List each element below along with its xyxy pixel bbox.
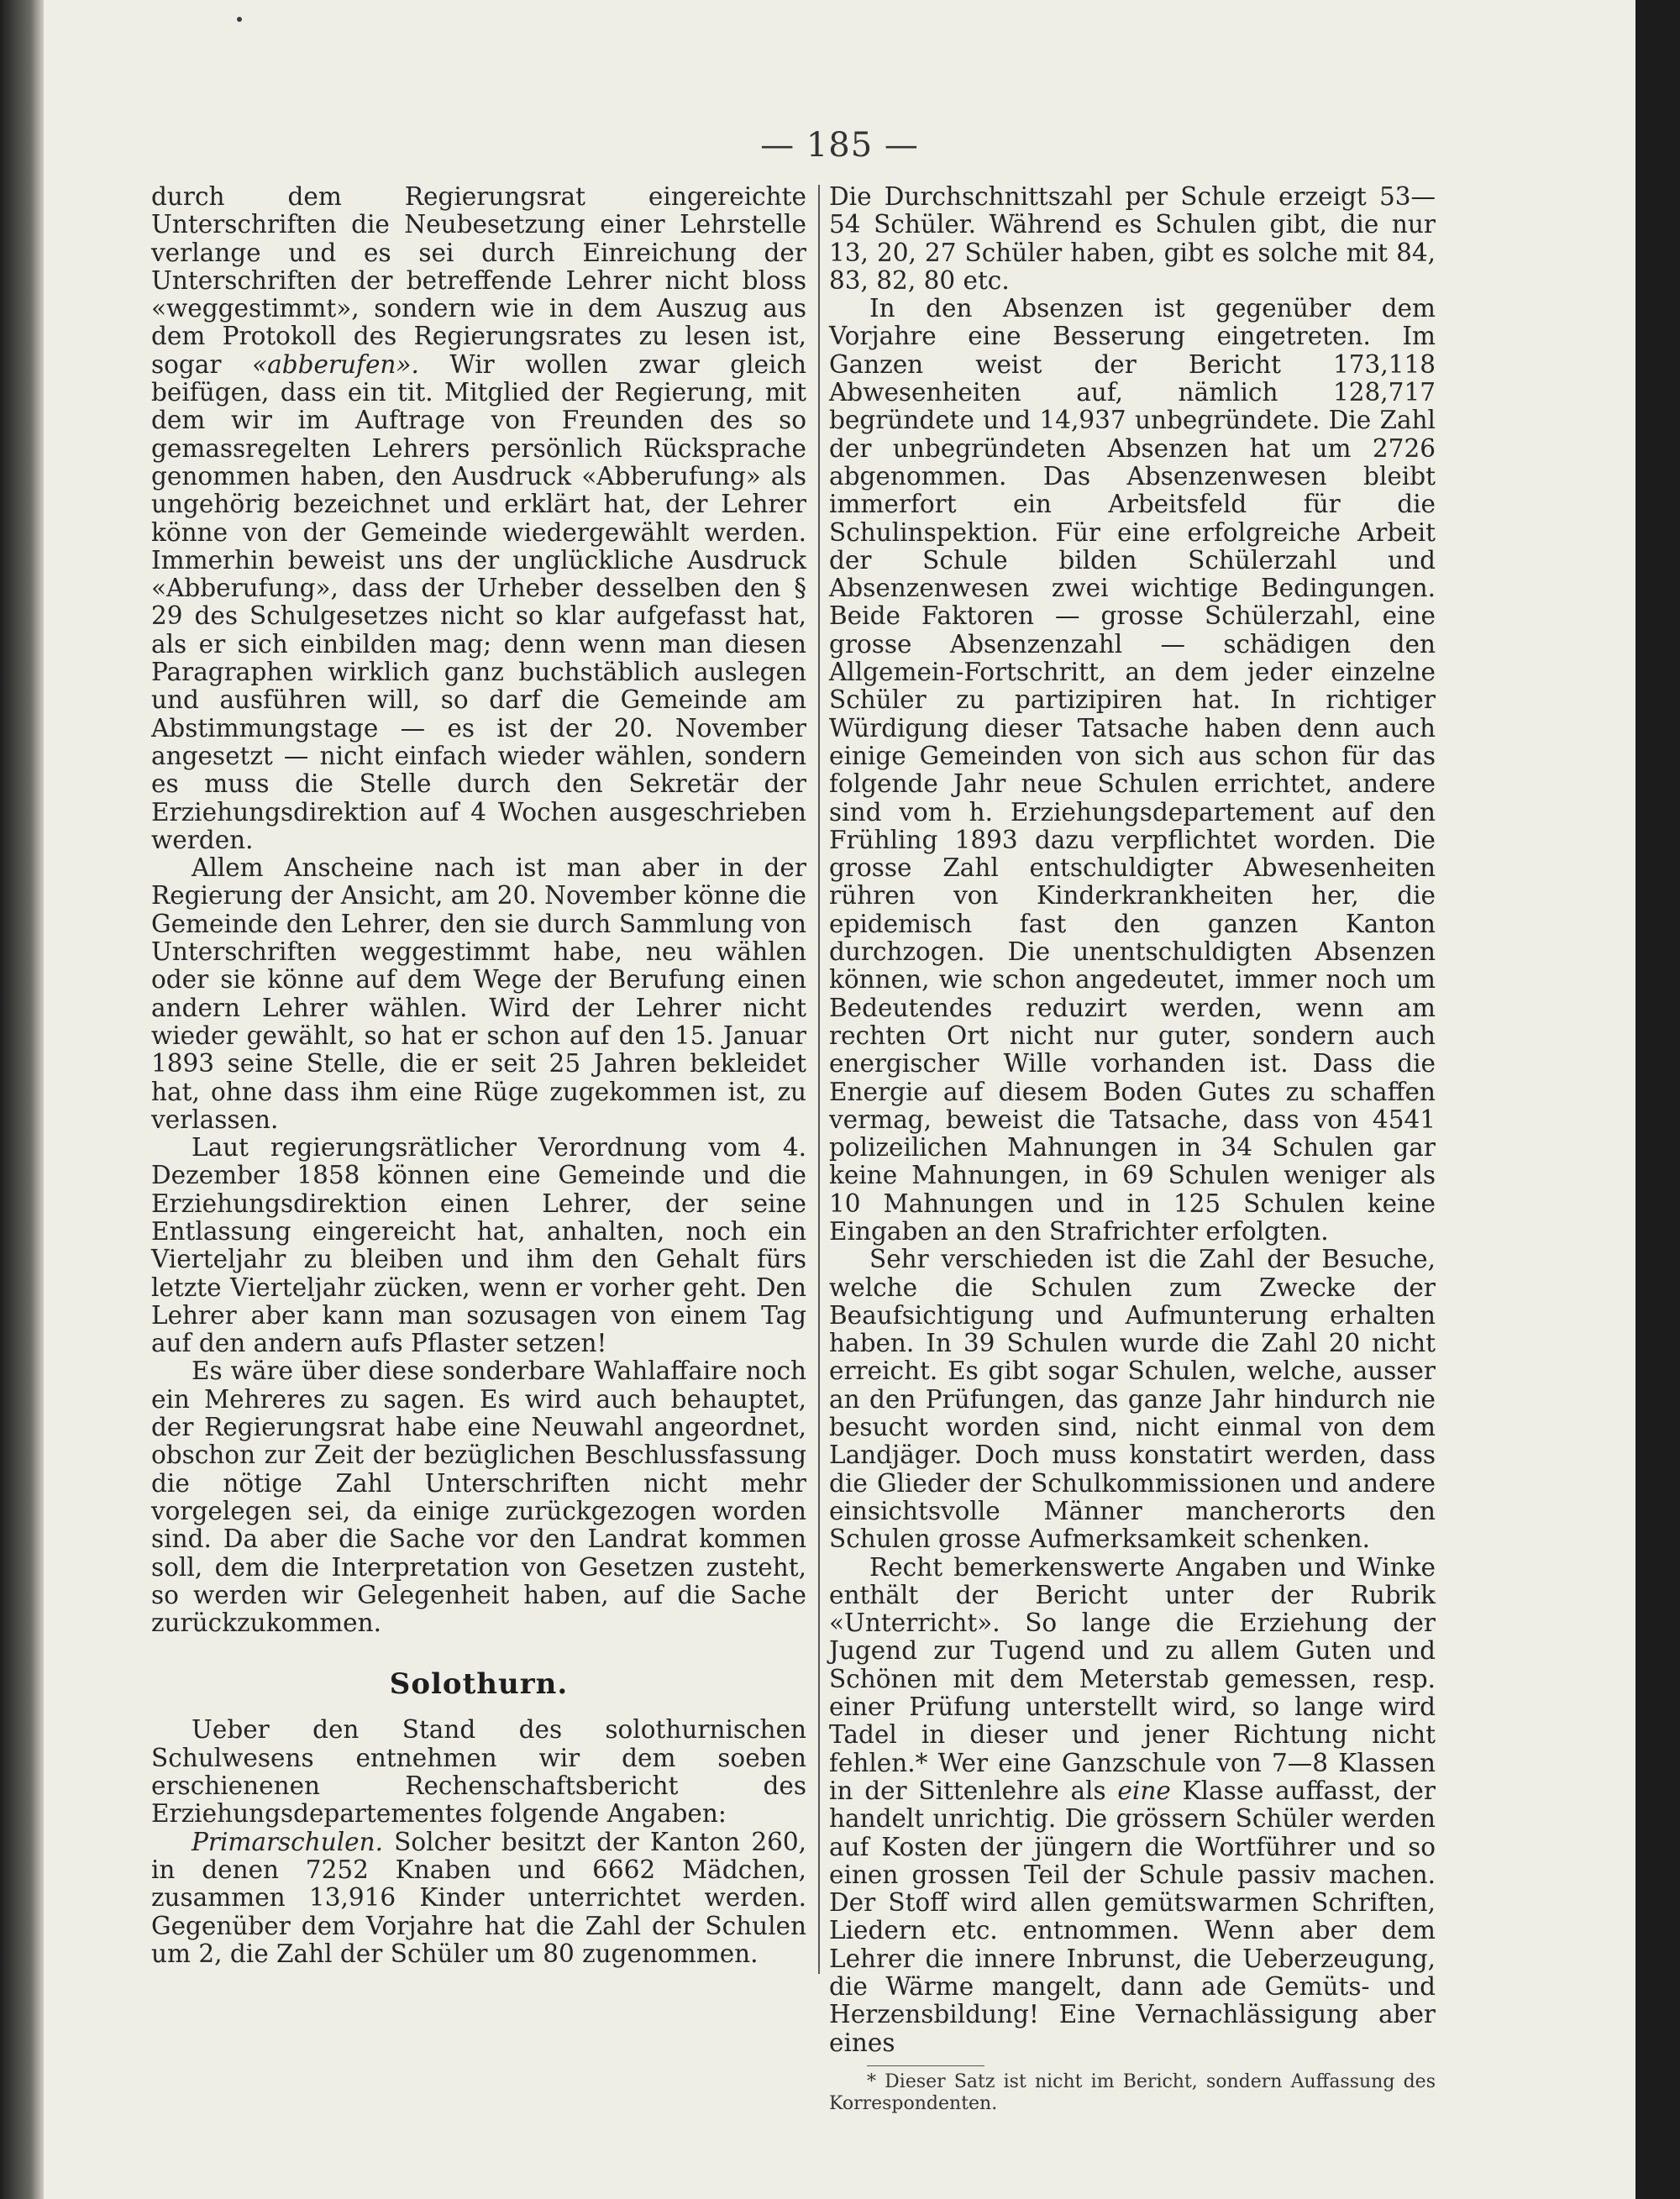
document-page [44,0,1635,2199]
paragraph: Die Durchschnittszahl per Schule erzeigt 53—54 Schüler. Während es Schulen gibt, die nur 13, 20, 27 Schüler haben, gibt es solche mit 84, 83, 82, 80 etc. [829,182,1436,295]
paragraph [151,183,806,854]
paragraph-text: Wir wollen zwar gleich beifügen, dass ein tit. Mitglied der Regierung, mit dem wir im Auftrage von Freunden des so gemassregelten Lehrers persönlich Rücksprache genommen haben, den Ausdruck «Abberufung» als ungehörig bezeichnet und erklärt hat, der Lehrer könne von der Gemeinde wiedergewählt werden. Immerhin beweist uns der unglückliche Ausdruck «Abberufung», dass der Urheber desselben den § 29 des Schulgesetzes nicht so klar aufgefasst hat, als er sich einbilden mag; denn wenn man diesen Paragraphen wirklich ganz buchstäblich auslegen und ausführen will, so darf die Gemeinde am Abstimmungstage — es ist der 20. November angesetzt — nicht einfach wieder wählen, sondern es muss die Stelle durch den Sekretär der Erziehungsdirektion auf 4 Wochen ausgeschrieben werden. [151,349,806,854]
speck-mark [237,17,242,22]
paragraph [829,1554,1436,2057]
section-heading: Solothurn. [389,1667,569,1702]
page-number: — 185 — [760,126,919,165]
paragraph [151,1829,806,1968]
paragraph: Laut regierungsrätlicher Verordnung vom 4. Dezember 1858 können eine Gemeinde und die Erziehungsdirektion einen Lehrer, der seine Entlassung eingereicht hat, anhalten, noch ein Vierteljahr zu bleiben und ihm den Gehalt fürs letzte Vierteljahr zücken, wenn er vorher geht. Den Lehrer aber kann man sozusagen von einem Tag auf den andern aufs Pflaster setzen! [151,1133,806,1358]
book-gutter-shadow [0,0,44,2199]
paragraph-text: Solcher besitzt der Kanton 260, in denen 7252 Knaben und 6662 Mädchen, zusammen 13,916 Kinder unterrichtet werden. Gegenüber dem Vorjahre hat die Zahl der Schulen um 2, die Zahl der Schüler um 80 zugenommen. [151,1827,806,1968]
emphasis-text: eine [1117,1776,1171,1805]
paragraph: In den Absenzen ist gegenüber dem Vorjahre eine Besserung eingetreten. Im Ganzen weist der Bericht 173,118 Abwesenheiten auf, nämlich 128,717 begründete und 14,937 unbegründete. Die Zahl der unbegründeten Absenzen hat um 2726 abgenommen. Das Absenzenwesen bleibt immerfort ein Arbeitsfeld für die Schulinspektion. Für eine erfolgreiche Arbeit der Schule bilden Schülerzahl und Absenzenwesen zwei wichtige Bedingungen. Beide Faktoren — grosse Schülerzahl, eine grosse Absenzenzahl — schädigen den Allgemein-Fortschritt, an dem jeder einzelne Schüler zu partizipiren hat. In richtiger Würdigung dieser Tatsache haben denn auch einige Gemeinden von sich aus schon für das folgende Jahr neue Schulen errichtet, andere sind vom h. Erziehungsdepartement auf den Frühling 1893 dazu verpflichtet worden. Die grosse Zahl entschuldigter Abwesenheiten rühren von Kinderkrankheiten her, die epidemisch fast den ganzen Kanton durchzogen. Die unentschuldigten Absenzen können, wie schon angedeutet, immer noch um Bedeutendes reduzirt werden, wenn am rechten Ort nicht nur guter, sondern auch energischer Wille vorhanden ist. Dass die Energie auf diesem Boden Gutes zu schaffen vermag, beweist die Tatsache, dass von 4541 polizeilichen Mahnungen in 34 Schulen gar keine Mahnungen, in 69 Schulen weniger als 10 Mahnungen und in 125 Schulen keine Eingaben an den Strafrichter erfolgten. [829,294,1436,1246]
paragraph: Allem Anscheine nach ist man aber in der Regierung der Ansicht, am 20. November könne die Gemeinde den Lehrer, den sie durch Sammlung von Unterschriften weggestimmt habe, neu wählen oder sie könne auf dem Wege der Berufung einen andern Lehrer wählen. Wird der Lehrer nicht wieder gewählt, so hat er schon auf den 15. Januar 1893 seine Stelle, die er seit 25 Jahren bekleidet hat, ohne dass ihm eine Rüge zugekommen ist, zu verlassen. [151,853,806,1134]
emphasis-text: Primarschulen. [192,1827,383,1856]
left-column [151,183,806,1968]
emphasis-text: «abberufen». [252,349,419,379]
paragraph: Sehr verschieden ist die Zahl der Besuche, welche die Schulen zum Zwecke der Beaufsichtigung und Aufmunterung erhalten haben. In 39 Schulen wurde die Zahl 20 nicht erreicht. Es gibt sogar Schulen, welche, ausser an den Prüfungen, das ganze Jahr hindurch nie besucht worden sind, nicht einmal von dem Landjäger. Doch muss konstatirt werden, dass die Glieder der Schulkommissionen und andere einsichtsvolle Männer mancherorts den Schulen grosse Aufmerksamkeit schenken. [829,1245,1436,1554]
right-column [829,183,1436,2115]
scan-border [1635,0,1680,2199]
column-divider [818,185,820,1974]
paragraph: Es wäre über diese sonderbare Wahlaffaire noch ein Mehreres zu sagen. Es wird auch behauptet, der Regierungsrat habe eine Neuwahl angeordnet, obschon zur Zeit der bezüglichen Beschlussfassung die nötige Zahl Unterschriften nicht mehr vorgelegen sei, da einige zurückgezogen worden sind. Da aber die Sache vor den Landrat kommen soll, dem die Interpretation von Gesetzen zusteht, so werden wir Gelegenheit haben, auf die Sache zurückzukommen. [151,1357,806,1638]
paragraph-text: Recht bemerkenswerte Angaben und Winke enthält der Bericht unter der Rubrik «Unterricht». So lange die Erziehung der Jugend zur Tugend und zu allem Guten und Schönen mit dem Meterstab gemessen, resp. einer Prüfung unterstellt wird, so lange wird Tadel in dieser und jener Richtung nicht fehlen.* Wer eine Ganzschule von 7—8 Klassen in der Sittenlehre als [829,1552,1436,1805]
footnote-text: * Dieser Satz ist nicht im Bericht, sondern Auffassung des Korrespondenten. [829,2071,1436,2115]
footnote [829,2071,1436,2115]
paragraph-text: durch dem Regierungsrat eingereichte Unterschriften die Neubesetzung einer Lehrstelle verlange und es sei durch Einreichung der Unterschriften der betreffende Lehrer nicht bloss «weggestimmt», sondern wie in dem Auszug aus dem Protokoll des Regierungsrates zu lesen ist, sogar [151,182,806,379]
paragraph-text: Klasse auffasst, der handelt unrichtig. Die grössern Schüler werden auf Kosten der jüngern die Wortführer und so einen grossen Teil der Schule passiv machen. Der Stoff wird allen gemütswarmen Schriften, Liedern etc. entnommen. Wenn aber dem Lehrer die innere Inbrunst, die Ueberzeugung, die Wärme mangelt, dann ade Gemüts- und Herzensbildung! Eine Vernachlässigung aber eines [829,1776,1436,2057]
paragraph: Ueber den Stand des solothurnischen Schulwesens entnehmen wir dem soeben erschienenen Rechenschaftsbericht des Erziehungsdepartementes folgende Angaben: [151,1715,806,1829]
footnote-rule [867,2065,984,2067]
